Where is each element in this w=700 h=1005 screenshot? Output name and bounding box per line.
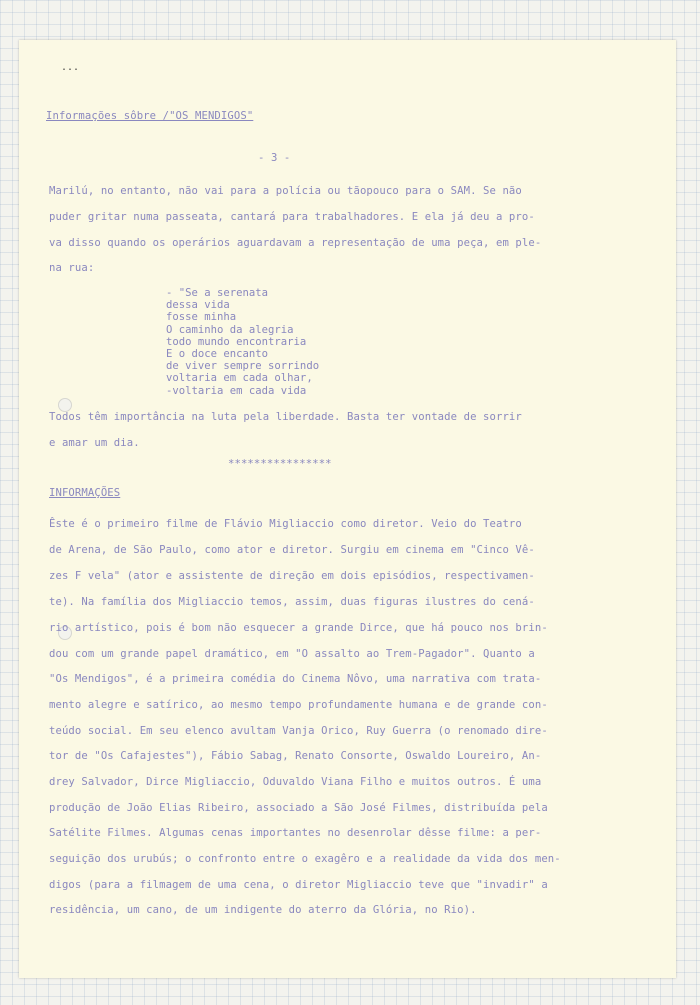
verse-line: de viver sempre sorrindo	[166, 360, 320, 373]
corner-mark: ...	[61, 62, 80, 73]
info-line: seguição dos urubús; o confronto entre o exagêro e a realidade da vida dos men-	[49, 853, 561, 865]
intro-line: va disso quando os operários aguardavam a representação de uma peça, em ple-	[49, 237, 542, 249]
verse-line: todo mundo encontraria	[166, 335, 307, 348]
info-line: Êste é o primeiro filme de Flávio Migliaccio como diretor. Veio do Teatro	[49, 518, 522, 530]
intro-line: Marilú, no entanto, não vai para a polícia ou tãopouco para o SAM. Se não	[49, 185, 522, 197]
info-line: "Os Mendigos", é a primeira comédia do Cinema Nôvo, uma narrativa com trata-	[49, 673, 542, 685]
verse-line: O caminho da alegria	[166, 323, 294, 336]
info-line: teúdo social. Em seu elenco avultam Vanja Orico, Ruy Guerra (o renomado dire-	[49, 725, 548, 737]
punch-hole-top	[58, 398, 72, 412]
info-line: de Arena, de São Paulo, como ator e diretor. Surgiu em cinema em "Cinco Vê-	[49, 544, 535, 556]
song-verse	[166, 287, 319, 397]
info-line: drey Salvador, Dirce Migliaccio, Oduvaldo Viana Filho e muitos outros. É uma	[49, 776, 542, 788]
separator: ****************	[228, 458, 332, 470]
verse-line: voltaria em cada olhar,	[166, 372, 313, 385]
info-line: Satélite Filmes. Algumas cenas importantes no desenrolar dêsse filme: a per-	[49, 827, 542, 839]
info-line: produção de João Elias Ribeiro, associado a São José Filmes, distribuída pela	[49, 802, 548, 814]
info-line: residência, um cano, de um indigente do aterro da Glória, no Rio).	[49, 904, 477, 916]
verse-line: fosse minha	[166, 311, 237, 324]
verse-line: - "Se a serenata	[166, 287, 269, 299]
closing-line: e amar um dia.	[49, 437, 140, 449]
verse-line: -voltaria em cada vida	[166, 384, 307, 397]
page-number: - 3 -	[258, 152, 291, 164]
verse-line: dessa vida	[166, 299, 230, 312]
closing-line: Todos têm importância na luta pela liberdade. Basta ter vontade de sorrir	[49, 411, 522, 423]
info-line: mento alegre e satírico, ao mesmo tempo profundamente humana e de grande con-	[49, 699, 548, 711]
document-title: Informações sôbre /"OS MENDIGOS"	[46, 110, 254, 122]
info-line: dou com um grande papel dramático, em "O assalto ao Trem-Pagador". Quanto a	[49, 648, 535, 660]
info-line: zes F vela" (ator e assistente de direção em dois episódios, respectivamen-	[49, 570, 535, 582]
info-line: rio artístico, pois é bom não esquecer a grande Dirce, que há pouco nos brin-	[49, 622, 548, 634]
intro-line: na rua:	[49, 262, 95, 274]
verse-line: E o doce encanto	[166, 348, 269, 361]
intro-line: puder gritar numa passeata, cantará para trabalhadores. E ela já deu a pro-	[49, 211, 535, 223]
section-heading: INFORMAÇÕES	[49, 487, 121, 499]
info-line: digos (para a filmagem de uma cena, o diretor Migliaccio teve que "invadir" a	[49, 879, 548, 891]
info-line: tor de "Os Cafajestes"), Fábio Sabag, Renato Consorte, Oswaldo Loureiro, An-	[49, 750, 542, 762]
info-line: te). Na família dos Migliaccio temos, assim, duas figuras ilustres do cená-	[49, 596, 535, 608]
